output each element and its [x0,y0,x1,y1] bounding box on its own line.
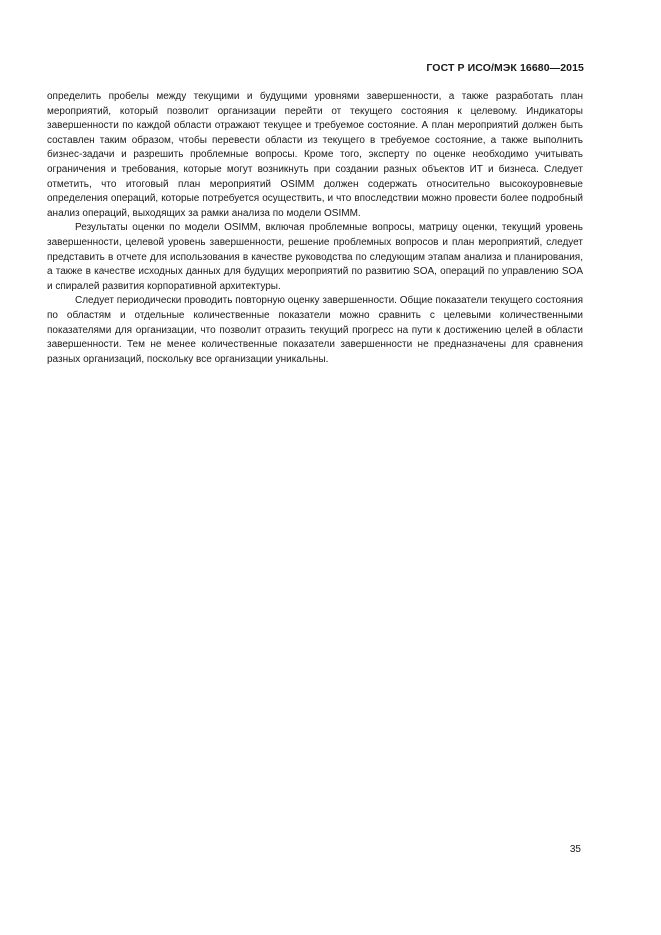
paragraph-osimm-results: Результаты оценки по модели OSIMM, включая проблемные вопросы, матрицу оценки, текущий уровень завершенности, целевой уровень завершенности, решение проблемных вопросов и план мероприятий, следует представить в отчете для использования в качестве руководства по следующим этапам анализа и планирования, а также в качестве исходных данных для будущих мероприятий по развитию SOA, операций по управлению SOA и спиралей развития корпоративной архитектуры. [47,222,583,292]
page-number: 35 [569,844,581,855]
standard-code-header: ГОСТ Р ИСО/МЭК 16680—2015 [426,62,584,74]
paragraph-reassessment: Следует периодически проводить повторную оценку завершенности. Общие показатели текущего состояния по областям и отдельные количественные показатели можно сравнить с целевыми количественными показателями для организации, что позволит отразить текущий прогресс на пути к достижению целей в области завершенности. Тем не менее количественные показатели завершенности не предназначены для сравнения разных организаций, поскольку все организации уникальны. [47,295,583,365]
paragraph-continuation: определить пробелы между текущими и будущими уровнями завершенности, а также разработать план мероприятий, который позволит организации перейти от текущего состояния к целевому. Индикаторы завершенности по каждой области отражают текущее и требуемое состояние. А план мероприятий должен быть составлен таким образом, чтобы перевести области из текущего в требуемое состояние, а также выполнить бизнес-задачи и разрешить проблемные вопросы. Кроме того, эксперту по оценке необходимо учитывать ограничения и требования, которые могут возникнуть при создании разных объектов ИТ и бизнеса. Следует отметить, что итоговый план мероприятий OSIMM должен содержать относительно высокоуровневые определения операций, которые потребуется осуществить, и что впоследствии можно провести более подробный анализ операций, выходящих за рамки анализа по модели OSIMM. [47,91,583,219]
body-text [47,90,583,367]
